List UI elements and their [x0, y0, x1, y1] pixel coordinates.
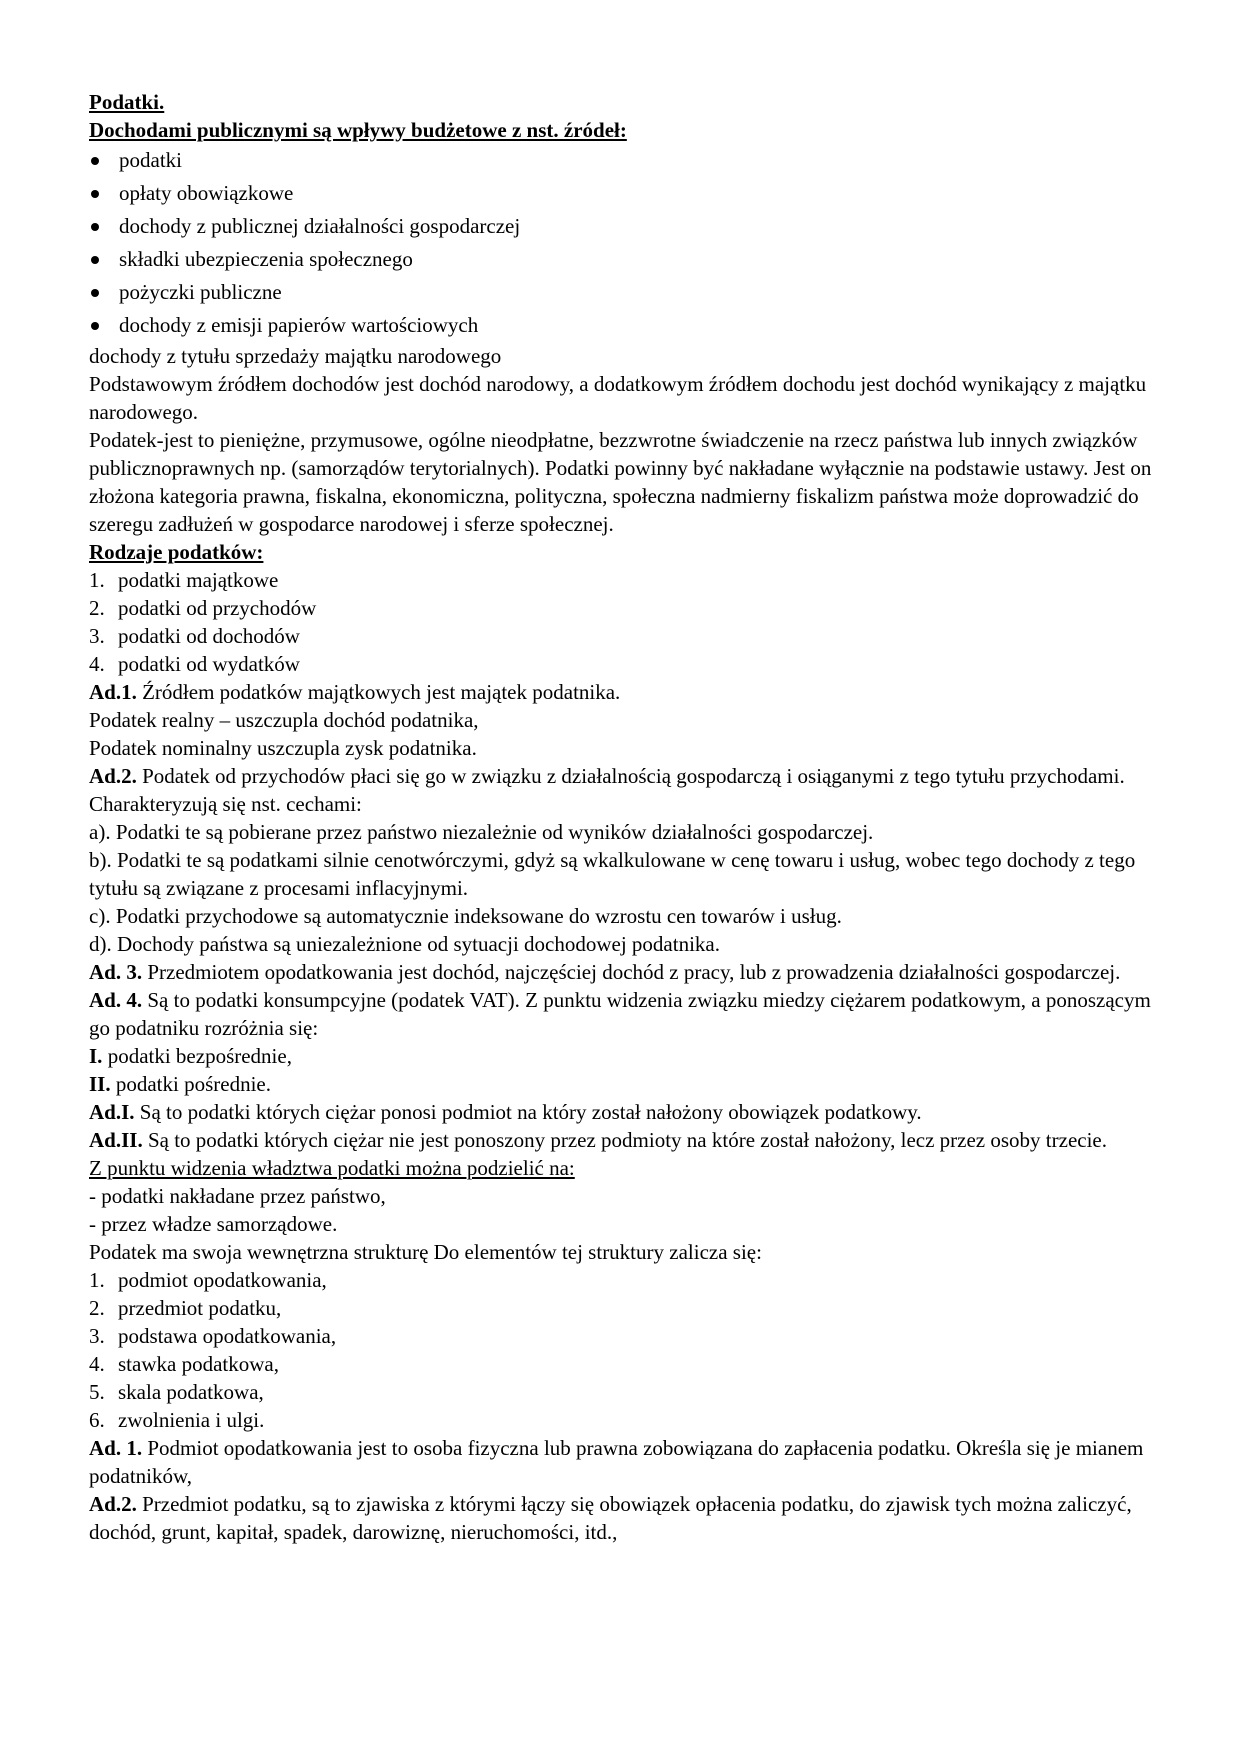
- ad-label: Ad. 4.: [89, 988, 143, 1012]
- ad-label: Ad.2.: [89, 1492, 137, 1516]
- ad-text: Źródłem podatków majątkowych jest majątek podatnika.: [136, 680, 621, 704]
- ad1-nominal-tax: Podatek nominalny uszczupla zysk podatnika.: [89, 736, 477, 760]
- roman-text: podatki bezpośrednie,: [102, 1044, 292, 1068]
- section-heading-authority: Z punktu widzenia władztwa podatki można podzielić na:: [89, 1156, 575, 1180]
- list-text: podstawa opodatkowania,: [118, 1324, 337, 1348]
- list-item: opłaty obowiązkowe: [89, 177, 1161, 210]
- ad2-feature-d: d). Dochody państwa są uniezależnione od sytuacji dochodowej podatnika.: [89, 932, 720, 956]
- list-item: podatki: [89, 144, 1161, 177]
- ad2-feature-b: b). Podatki te są podatkami silnie cenotwórczymi, gdyż są wkalkulowane w cenę towaru i usług, wobec tego dochody z tego tytułu są związane z procesami inflacyjnymi.: [89, 848, 1136, 900]
- list-text: przedmiot podatku,: [118, 1296, 282, 1320]
- list-number: 1.: [89, 1268, 105, 1292]
- ad1-real-tax: Podatek realny – uszczupla dochód podatnika,: [89, 708, 479, 732]
- list-number: 2.: [89, 1296, 105, 1320]
- list-text: podmiot opodatkowania,: [118, 1268, 327, 1292]
- list-text: podatki od wydatków: [118, 652, 300, 676]
- ad-text: Podatek od przychodów płaci się go w związku z działalnością gospodarczą i osiąganymi z tego tytułu przychodami. Charakteryzują się nst. cechami:: [89, 764, 1125, 816]
- sources-list: [89, 144, 1161, 342]
- list-number: 1.: [89, 568, 105, 592]
- authority-item: - podatki nakładane przez państwo,: [89, 1184, 386, 1208]
- authority-item: - przez władze samorządowe.: [89, 1212, 338, 1236]
- roman-label: I.: [89, 1044, 103, 1068]
- structure-ad1-paragraph: [89, 1434, 1161, 1490]
- list-item: składki ubezpieczenia społecznego: [89, 243, 1161, 276]
- roman-label: II.: [89, 1072, 111, 1096]
- document-title: Podatki.: [89, 90, 165, 114]
- ad-label: Ad. 1.: [89, 1436, 143, 1460]
- list-item: [89, 1322, 1161, 1350]
- ad-text: Są to podatki których ciężar nie jest ponoszony przez podmioty na które został nałożony, lecz przez osoby trzecie.: [142, 1128, 1107, 1152]
- list-item: dochody z emisji papierów wartościowych: [89, 309, 1161, 342]
- list-number: 2.: [89, 596, 105, 620]
- list-item: [89, 1406, 1161, 1434]
- ad-label: Ad.I.: [89, 1100, 135, 1124]
- list-item: [89, 1378, 1161, 1406]
- list-number: 3.: [89, 624, 105, 648]
- ad-text: Są to podatki których ciężar ponosi podmiot na który został nałożony obowiązek podatkowy.: [134, 1100, 922, 1124]
- list-item: [89, 566, 1161, 594]
- ad-text: Są to podatki konsumpcyjne (podatek VAT). Z punktu widzenia związku miedzy ciężarem podatkowym, a ponoszącym go podatniku rozróżnia się:: [89, 988, 1151, 1040]
- list-item: [89, 650, 1161, 678]
- paragraph-income: Podstawowym źródłem dochodów jest dochód narodowy, a dodatkowym źródłem dochodu jest dochód wynikający z majątku narodowego.: [89, 372, 1147, 424]
- list-number: 3.: [89, 1324, 105, 1348]
- list-text: podatki majątkowe: [118, 568, 279, 592]
- list-text: podatki od przychodów: [118, 596, 317, 620]
- list-text: podatki od dochodów: [118, 624, 300, 648]
- list-number: 4.: [89, 1352, 105, 1376]
- list-number: 5.: [89, 1380, 105, 1404]
- ad-text: Przedmiotem opodatkowania jest dochód, najczęściej dochód z pracy, lub z prowadzenia działalności gospodarczej.: [142, 960, 1121, 984]
- list-item: dochody z publicznej działalności gospodarczej: [89, 210, 1161, 243]
- ad1-paragraph: [89, 678, 1161, 706]
- ad3-paragraph: [89, 958, 1161, 986]
- ad-text: Podmiot opodatkowania jest to osoba fizyczna lub prawna zobowiązana do zapłacenia podatku. Określa się je mianem podatników,: [89, 1436, 1144, 1488]
- list-item: pożyczki publiczne: [89, 276, 1161, 309]
- ad-text: Przedmiot podatku, są to zjawiska z którymi łączy się obowiązek opłacenia podatku, do zjawisk tych można zaliczyć, dochód, grunt, kapitał, spadek, darowiznę, nieruchomości, itd.,: [89, 1492, 1132, 1544]
- list-item: [89, 622, 1161, 650]
- section-heading-sources: Dochodami publicznymi są wpływy budżetowe z nst. źródeł:: [89, 118, 627, 142]
- list-text: stawka podatkowa,: [118, 1352, 279, 1376]
- adII-paragraph: [89, 1126, 1161, 1154]
- tax-types-list: [89, 566, 1161, 678]
- document-body: [89, 88, 1161, 1546]
- list-number: 4.: [89, 652, 105, 676]
- sources-extra-line: dochody z tytułu sprzedaży majątku narodowego: [89, 344, 502, 368]
- structure-intro: Podatek ma swoja wewnętrzna strukturę Do elementów tej struktury zalicza się:: [89, 1240, 762, 1264]
- structure-list: [89, 1266, 1161, 1434]
- ad-label: Ad.II.: [89, 1128, 143, 1152]
- ad-label: Ad. 3.: [89, 960, 143, 984]
- structure-ad2-paragraph: [89, 1490, 1161, 1546]
- roman-text: podatki pośrednie.: [110, 1072, 271, 1096]
- roman-item-1: [89, 1042, 1161, 1070]
- ad2-feature-c: c). Podatki przychodowe są automatycznie indeksowane do wzrostu cen towarów i usług.: [89, 904, 842, 928]
- list-item: [89, 594, 1161, 622]
- list-item: [89, 1294, 1161, 1322]
- list-number: 6.: [89, 1408, 105, 1432]
- list-item: [89, 1350, 1161, 1378]
- ad4-paragraph: [89, 986, 1161, 1042]
- ad-label: Ad.2.: [89, 764, 137, 788]
- section-heading-types: Rodzaje podatków:: [89, 540, 264, 564]
- adI-paragraph: [89, 1098, 1161, 1126]
- ad2-paragraph: [89, 762, 1161, 818]
- ad-label: Ad.1.: [89, 680, 137, 704]
- roman-item-2: [89, 1070, 1161, 1098]
- list-text: skala podatkowa,: [118, 1380, 264, 1404]
- ad2-feature-a: a). Podatki te są pobierane przez państwo niezależnie od wyników działalności gospodarczej.: [89, 820, 874, 844]
- list-item: [89, 1266, 1161, 1294]
- paragraph-definition: Podatek-jest to pieniężne, przymusowe, ogólne nieodpłatne, bezzwrotne świadczenie na rzecz państwa lub innych związków publicznoprawnych np. (samorządów terytorialnych). Podatki powinny być nakładane wyłącznie na podstawie ustawy. Jest on złożona kategoria prawna, fiskalna, ekonomiczna, polityczna, społeczna nadmierny fiskalizm państwa może doprowadzić do szeregu zadłużeń w gospodarce narodowej i sferze społecznej.: [89, 428, 1152, 536]
- list-text: zwolnienia i ulgi.: [118, 1408, 265, 1432]
